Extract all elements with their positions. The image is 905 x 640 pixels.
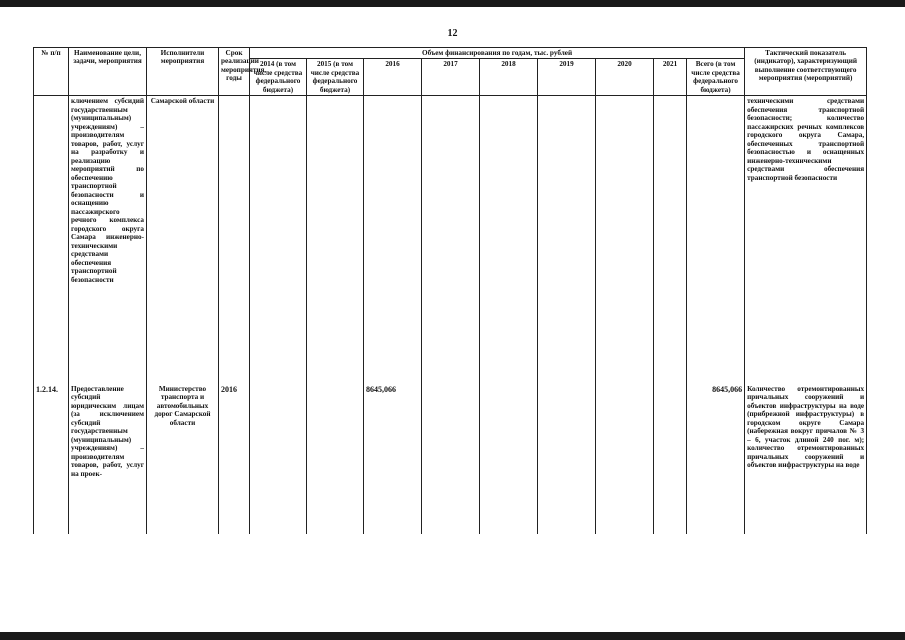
header-2018: 2018 (480, 59, 538, 96)
table-row (34, 96, 867, 384)
bottom-border (0, 632, 905, 640)
header-term: Срок реализации мероприятия, годы (219, 48, 250, 96)
header-name: Наименование цели, задачи, мероприятия (69, 48, 147, 96)
header-volume: Объем финансирования по годам, тыс. рублей (250, 48, 745, 59)
program-table (33, 47, 867, 534)
header-indicator: Тактический показатель (индикатор), характеризующий выполнение соответствующего мероприятия (мероприятий) (745, 48, 867, 96)
top-border (0, 0, 905, 7)
header-total: Всего (в том числе средства федерального бюджета) (687, 59, 745, 96)
table-row (34, 384, 867, 534)
header-row (34, 48, 867, 59)
row1-executor: Самарской области (147, 96, 219, 384)
row2-term: 2016 (219, 384, 250, 534)
row2-total: 8645,066 (687, 384, 745, 534)
row2-name: Предоставление субсидий юридическим лицам (за исключением субсидий государственным (муниципальным) учреждениям) – производителям товаров, работ, услуг на проек- (69, 384, 147, 534)
header-2017: 2017 (422, 59, 480, 96)
header-num: № п/п (34, 48, 69, 96)
header-2014: 2014 (в том числе средства федерального бюджета) (250, 59, 307, 96)
row2-indicator: Количество отремонтированных причальных сооружений и объектов инфраструктуры на воде (прибрежной инфраструктуры) в городском округе Самара (набережная вокруг причалов № 3 – 6, участок длиной 240 пог. м); количество отремонтированных причальных сооружений и объектов инфраструктуры на воде (745, 384, 867, 534)
row2-num: 1.2.14. (34, 384, 69, 534)
header-2021: 2021 (654, 59, 687, 96)
header-executor: Исполнители мероприятия (147, 48, 219, 96)
page-number: 12 (447, 28, 458, 39)
header-2016: 2016 (364, 59, 422, 96)
row1-name: ключением субсидий государственным (муниципальным) учреждениям) – производителям товаров, работ, услуг на разработку и реализацию мероприятий по обеспечению транспортной безопасности и оснащению пассажирского речного комплекса городского округа Самара инженерно-техническими средствами обеспечения транспортной безопасности (69, 96, 147, 384)
row1-indicator: техническими средствами обеспечения транспортной безопасности; количество пассажирских речных комплексов городского округа Самара, обеспеченных транспортной безопасностью и оснащенных инженерно-техническими средствами обеспечения транспортной безопасности (745, 96, 867, 384)
header-2015: 2015 (в том числе средства федерального бюджета) (307, 59, 364, 96)
header-2019: 2019 (538, 59, 596, 96)
row1-num (34, 96, 69, 384)
header-2020: 2020 (596, 59, 654, 96)
row2-executor: Министерство транспорта и автомобильных дорог Самарской области (147, 384, 219, 534)
row1-term (219, 96, 250, 384)
row2-2016: 8645,066 (364, 384, 422, 534)
